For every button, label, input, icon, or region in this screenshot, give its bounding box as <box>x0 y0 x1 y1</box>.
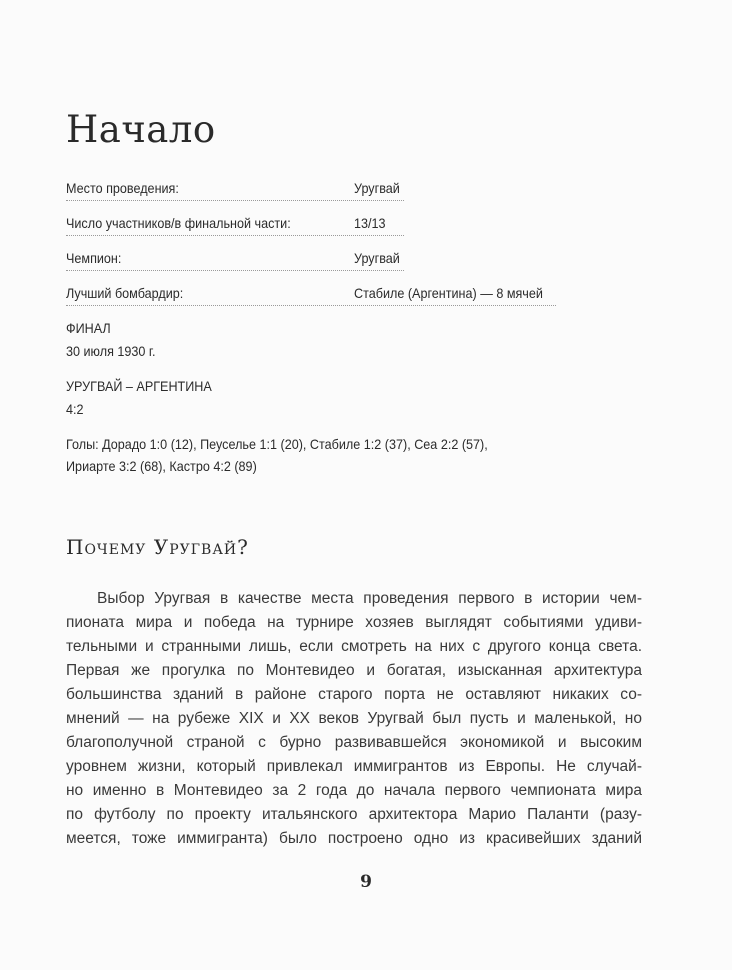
dotted-divider <box>66 270 404 271</box>
fact-value: Уругвай <box>354 250 400 266</box>
fact-value: Стабиле (Аргентина) — 8 мячей <box>354 285 543 301</box>
final-goals: Голы: Дорадо 1:0 (12), Пеусельe 1:1 (20), Стабиле 1:2 (37), Сеа 2:2 (57), <box>66 436 488 452</box>
fact-label: Лучший бомбардир: <box>66 285 184 301</box>
final-score: 4:2 <box>66 401 84 417</box>
fact-value: 13/13 <box>354 215 386 231</box>
final-date: 30 июля 1930 г. <box>66 343 156 359</box>
dotted-divider <box>66 305 556 306</box>
paragraph-line: Первая же прогулка по Монтевидео и богатая, изысканная архитектура <box>66 662 642 679</box>
paragraph-line: меется, тоже иммигранта) было построено одно из красивейших зданий <box>66 830 642 847</box>
paragraph-line: Выбор Уругвая в качестве места проведения первого в истории чем- <box>97 590 642 607</box>
dotted-divider <box>66 235 404 236</box>
fact-label: Чемпион: <box>66 250 122 266</box>
section-heading: Почему Уругвай? <box>66 535 249 559</box>
paragraph-line: благополучной страной с бурно развивавшейся экономикой и высоким <box>66 734 642 751</box>
final-teams: УРУГВАЙ – АРГЕНТИНА <box>66 378 212 394</box>
paragraph-line: но именно в Монтевидео за 2 года до начала первого чемпионата мира <box>66 782 642 799</box>
final-goals: Ириарте 3:2 (68), Кастро 4:2 (89) <box>66 458 257 474</box>
final-heading: ФИНАЛ <box>66 320 111 336</box>
chapter-title: Начало <box>66 108 216 151</box>
paragraph-line: мнений — на рубеже XIX и XX веков Уругвай был пусть и маленькой, но <box>66 710 642 727</box>
page-number: 9 <box>360 872 372 892</box>
paragraph-line: уровнем жизни, который привлекал иммигрантов из Европы. Не случай- <box>66 758 642 775</box>
fact-label: Место проведения: <box>66 180 179 196</box>
fact-label: Число участников/в финальной части: <box>66 215 291 231</box>
paragraph-line: большинства зданий в районе старого порта не оставляют никаких со- <box>66 686 642 703</box>
dotted-divider <box>66 200 404 201</box>
paragraph-line: тельными и странными лишь, если смотреть на них с другого конца света. <box>66 638 642 655</box>
paragraph-line: пионата мира и победа на турнире хозяев выглядят событиями удиви- <box>66 614 642 631</box>
paragraph-line: по футболу по проекту итальянского архитектора Марио Паланти (разу- <box>66 806 642 823</box>
fact-value: Уругвай <box>354 180 400 196</box>
